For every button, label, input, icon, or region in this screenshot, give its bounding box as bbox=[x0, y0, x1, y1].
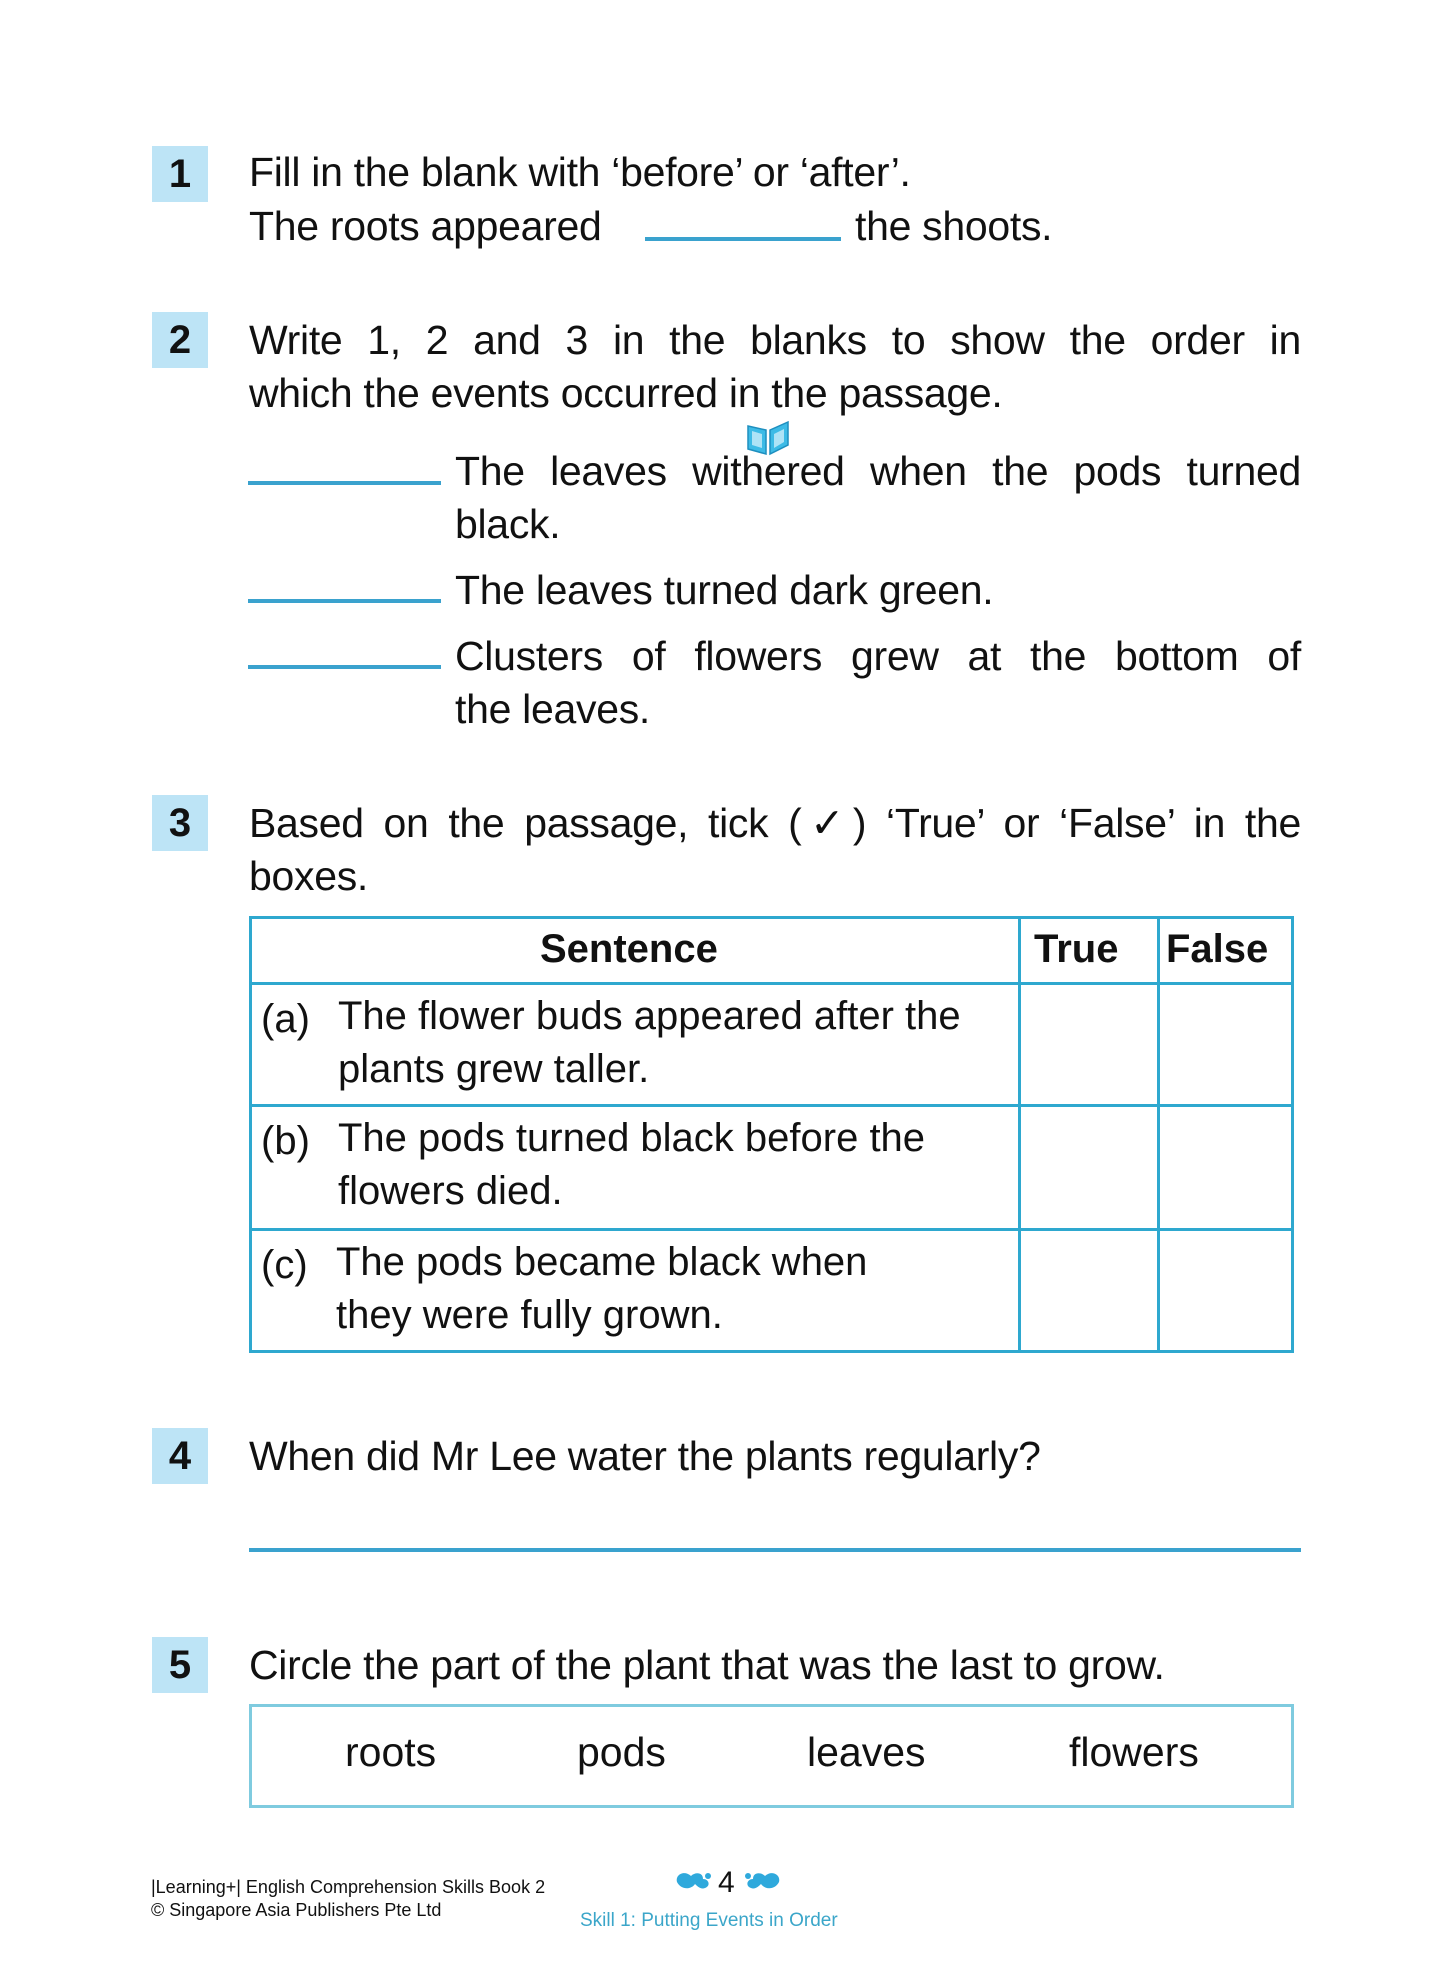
choice-leaves[interactable]: leaves bbox=[807, 1729, 926, 1775]
event-text: black. bbox=[455, 501, 561, 547]
question-number-badge: 3 bbox=[152, 795, 208, 851]
page-number: 4 bbox=[718, 1866, 735, 1899]
row-label: (a) bbox=[261, 997, 310, 1041]
question-instruction-line: boxes. bbox=[249, 853, 368, 899]
page-ornament-right-icon bbox=[743, 1868, 783, 1894]
book-title: |Learning+| English Comprehension Skills Book 2 bbox=[151, 1877, 546, 1897]
question-instruction: Circle the part of the plant that was the last to grow. bbox=[249, 1642, 1165, 1688]
skill-caption: Skill 1: Putting Events in Order bbox=[580, 1910, 838, 1931]
answer-line[interactable] bbox=[249, 1548, 1301, 1552]
question-instruction-line: which the events occurred in the passage. bbox=[249, 370, 1003, 416]
header-false: False bbox=[1166, 927, 1269, 971]
row-sentence-line: The pods became black when bbox=[336, 1240, 868, 1284]
choice-flowers[interactable]: flowers bbox=[1069, 1729, 1199, 1775]
row-sentence-line: The pods turned black before the bbox=[338, 1116, 926, 1160]
question-instruction-line: Based on the passage, tick (✓) ‘True’ or ‘False’ in the bbox=[249, 800, 1301, 846]
event-text: Clusters of flowers grew at the bottom of bbox=[455, 633, 1301, 679]
true-tick-box[interactable] bbox=[1021, 1231, 1157, 1353]
true-tick-box[interactable] bbox=[1021, 1107, 1157, 1228]
false-tick-box[interactable] bbox=[1160, 985, 1291, 1104]
choice-roots[interactable]: roots bbox=[345, 1729, 437, 1775]
row-sentence-line: flowers died. bbox=[338, 1169, 563, 1213]
question-number-badge: 5 bbox=[152, 1637, 208, 1693]
event-text: The leaves turned dark green. bbox=[455, 567, 994, 613]
table-row bbox=[252, 982, 1291, 1104]
event-text: the leaves. bbox=[455, 686, 650, 732]
row-sentence bbox=[338, 1112, 925, 1218]
row-sentence-line: they were fully grown. bbox=[336, 1293, 723, 1337]
false-tick-box[interactable] bbox=[1160, 1231, 1291, 1353]
choices-box bbox=[249, 1704, 1294, 1808]
order-blank-3[interactable] bbox=[248, 665, 441, 669]
table-row bbox=[252, 1228, 1291, 1353]
row-sentence bbox=[336, 1236, 867, 1342]
row-sentence-line: The flower buds appeared after the bbox=[338, 994, 961, 1038]
question-instruction: Fill in the blank with ‘before’ or ‘after’. bbox=[249, 149, 911, 195]
book-credit bbox=[151, 1876, 545, 1922]
row-label: (c) bbox=[261, 1243, 308, 1287]
row-sentence-line: plants grew taller. bbox=[338, 1047, 650, 1091]
order-blank-2[interactable] bbox=[248, 599, 441, 603]
row-label: (b) bbox=[261, 1119, 310, 1163]
question-number-badge: 2 bbox=[152, 312, 208, 368]
order-blank-1[interactable] bbox=[248, 481, 441, 485]
header-true: True bbox=[1034, 927, 1119, 971]
question-number-badge: 4 bbox=[152, 1428, 208, 1484]
question-number-badge: 1 bbox=[152, 146, 208, 202]
event-text: The leaves withered when the pods turned bbox=[455, 448, 1301, 494]
row-sentence bbox=[338, 990, 961, 1096]
header-sentence: Sentence bbox=[540, 927, 718, 971]
question-sentence-end: the shoots. bbox=[855, 203, 1053, 249]
false-tick-box[interactable] bbox=[1160, 1107, 1291, 1228]
true-false-table bbox=[249, 916, 1294, 1353]
question-sentence-start: The roots appeared bbox=[249, 203, 602, 249]
choice-pods[interactable]: pods bbox=[577, 1729, 666, 1775]
copyright: © Singapore Asia Publishers Pte Ltd bbox=[151, 1900, 442, 1920]
question-instruction: When did Mr Lee water the plants regularly? bbox=[249, 1433, 1041, 1479]
page-ornament-left-icon bbox=[673, 1868, 713, 1894]
true-tick-box[interactable] bbox=[1021, 985, 1157, 1104]
answer-blank[interactable] bbox=[645, 237, 841, 241]
table-row bbox=[252, 1104, 1291, 1228]
question-instruction-line: Write 1, 2 and 3 in the blanks to show the order in bbox=[249, 317, 1301, 363]
